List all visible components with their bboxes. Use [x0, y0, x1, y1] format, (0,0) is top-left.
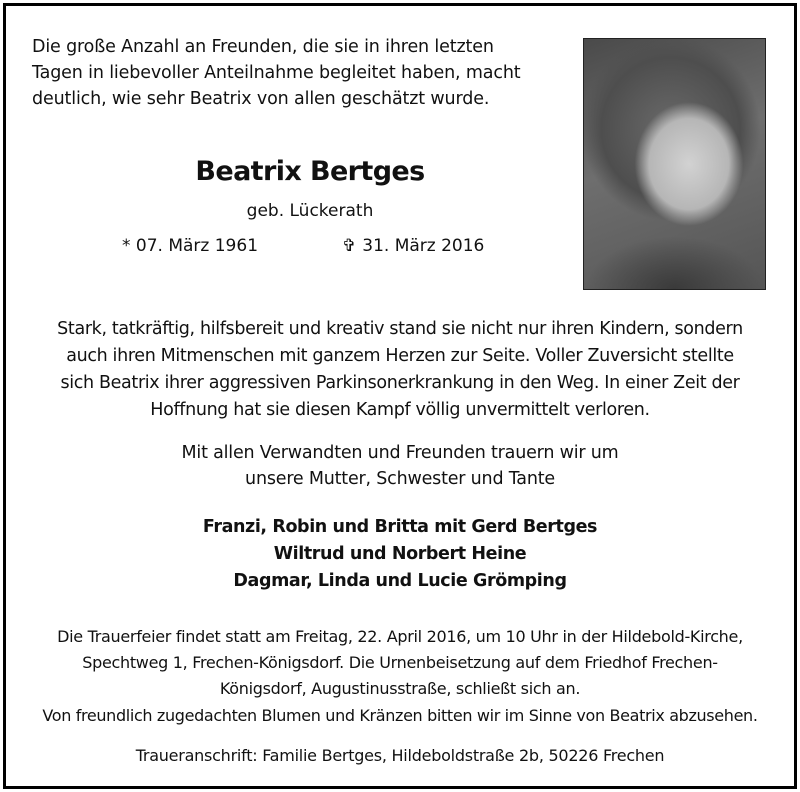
portrait-photo: [583, 38, 766, 290]
birth-name: geb. Lückerath: [246, 201, 374, 221]
mourning-address: Traueranschrift: Familie Bertges, Hildeboldstraße 2b, 50226 Frechen: [135, 746, 665, 765]
death-date: 31. März 2016: [362, 236, 485, 256]
mourners-list: [100, 514, 700, 595]
funeral-line: Die Trauerfeier findet statt am Freitag, 22. April 2016, um 10 Uhr in der Hildebold-Kirche,: [57, 627, 743, 646]
intro-line: deutlich, wie sehr Beatrix von allen geschätzt wurde.: [32, 89, 490, 109]
birth-date: * 07. März 1961: [122, 236, 259, 256]
flowers-note: Von freundlich zugedachten Blumen und Kränzen bitten wir im Sinne von Beatrix abzusehen.: [42, 706, 758, 725]
mourning-line: Mit allen Verwandten und Freunden trauern wir um: [181, 443, 619, 463]
funeral-info: [20, 624, 780, 702]
deceased-name: Beatrix Bertges: [195, 156, 425, 187]
tribute-line: auch ihren Mitmenschen mit ganzem Herzen zur Seite. Voller Zuversicht stellte: [66, 346, 734, 366]
death-date-block: [342, 236, 484, 256]
funeral-line: Spechtweg 1, Frechen-Königsdorf. Die Urnenbeisetzung auf dem Friedhof Frechen-: [82, 653, 718, 672]
mourner-line: Dagmar, Linda und Lucie Grömping: [233, 571, 567, 591]
funeral-line: Königsdorf, Augustinusstraße, schließt sich an.: [219, 679, 581, 698]
mourner-line: Wiltrud und Norbert Heine: [273, 544, 527, 564]
tribute-line: Stark, tatkräftig, hilfsbereit und kreativ stand sie nicht nur ihren Kindern, sondern: [57, 319, 743, 339]
tribute-line: sich Beatrix ihrer aggressiven Parkinsonerkrankung in den Weg. In einer Zeit der: [60, 373, 740, 393]
cross-icon: ✞: [342, 236, 357, 256]
tribute-text: [24, 316, 776, 424]
mourning-text: [100, 440, 700, 492]
tribute-line: Hoffnung hat sie diesen Kampf völlig unvermittelt verloren.: [150, 400, 650, 420]
intro-text: [32, 34, 558, 112]
intro-line: Die große Anzahl an Freunden, die sie in ihren letzten: [32, 37, 494, 57]
mourning-line: unsere Mutter, Schwester und Tante: [245, 469, 555, 489]
mourner-line: Franzi, Robin und Britta mit Gerd Bertges: [202, 517, 598, 537]
intro-line: Tagen in liebevoller Anteilnahme begleitet haben, macht: [32, 63, 521, 83]
